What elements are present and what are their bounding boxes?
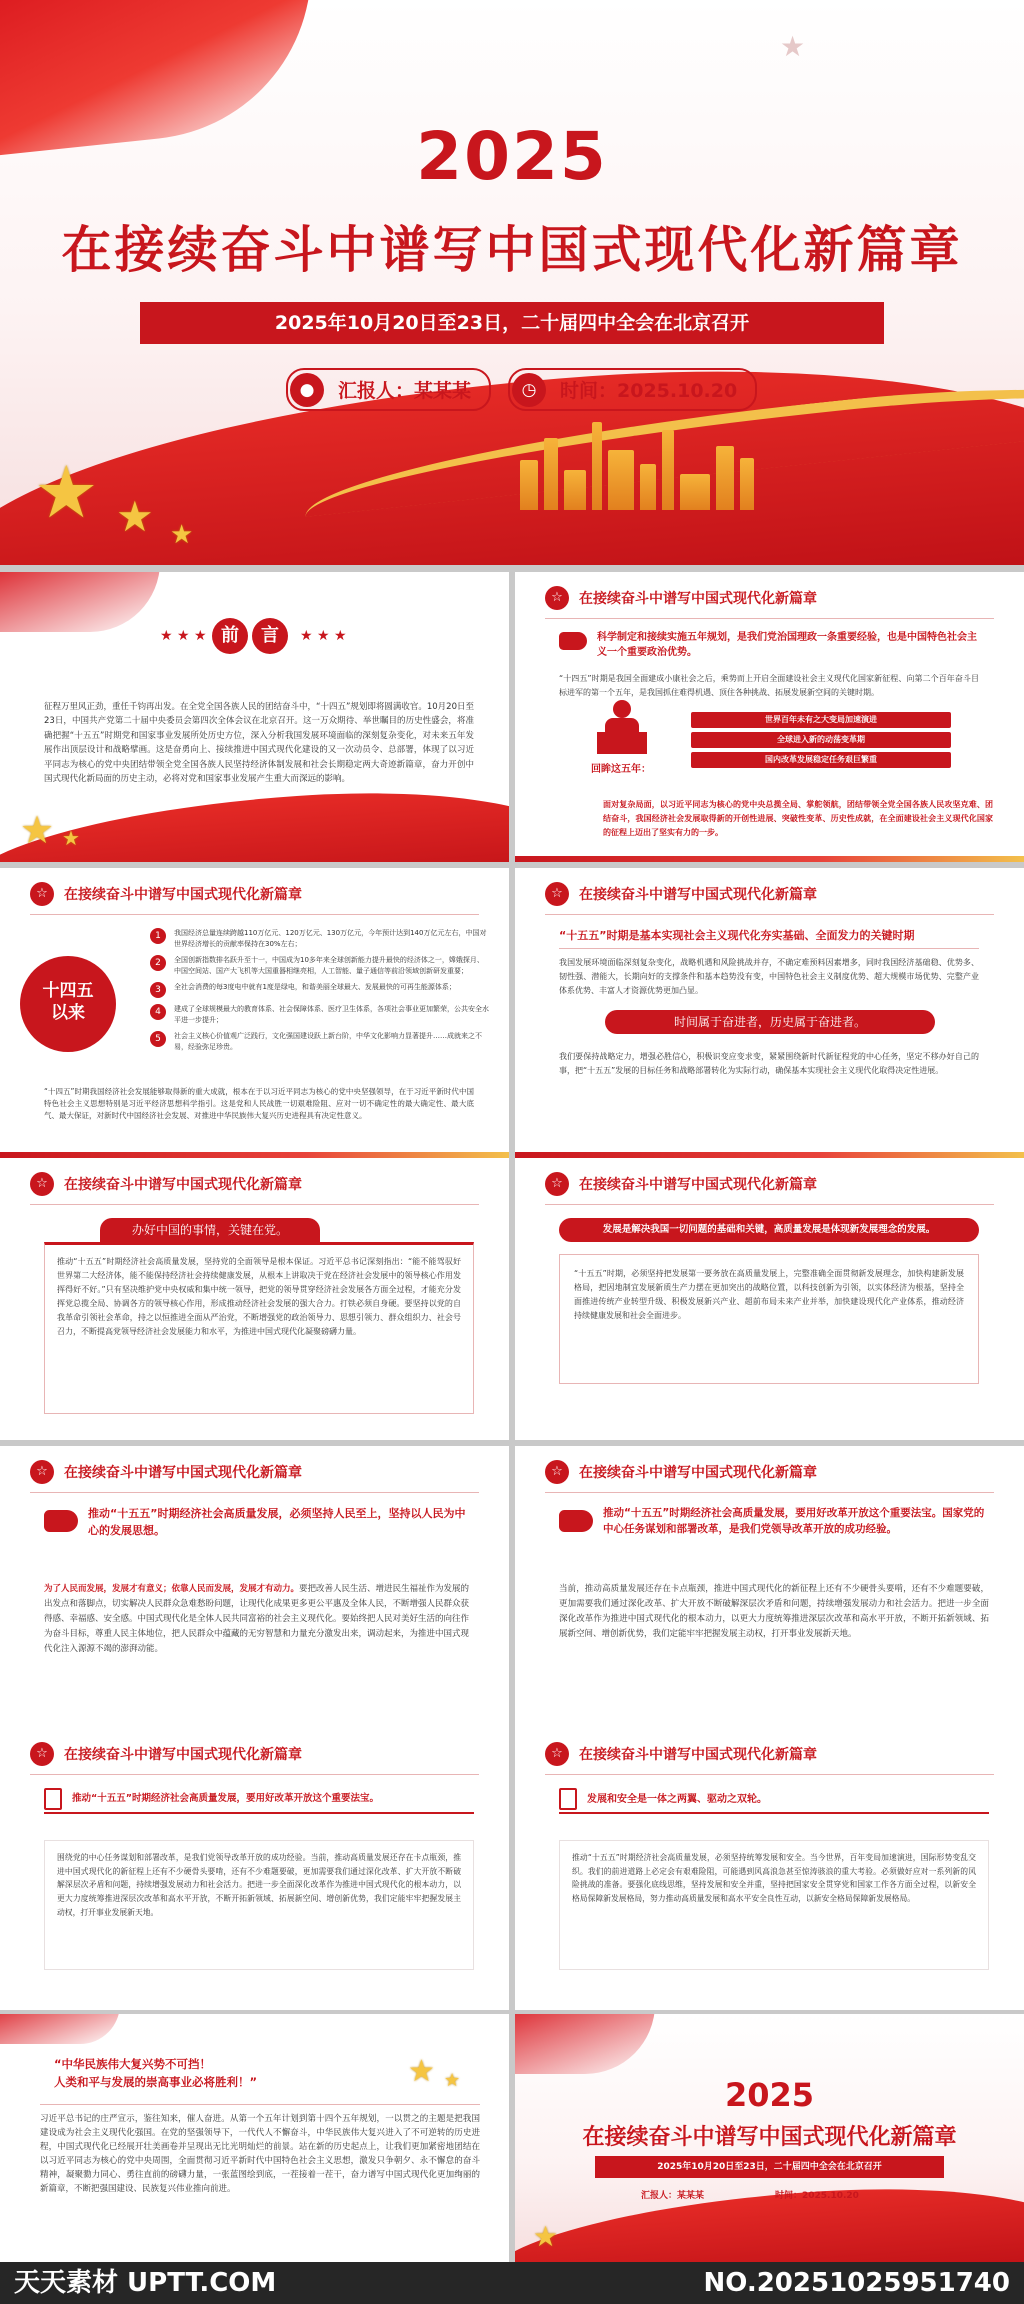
list-text: 我国经济总量连续跨越110万亿元、120万亿元、130万亿元，今年预计达到140万亿元左右，中国对世界经济增长的贡献率保持在30%左右； bbox=[174, 929, 487, 948]
action-text: 我们要保持战略定力，增强必胜信心，积极识变应变求变，紧紧围绕新时代新征程党的中心任务，坚定不移办好自己的事，把“十五五”发展的目标任务和战略部署转化为实际行动，确保基本实现社会主义现代化取得决定性进展。 bbox=[559, 1052, 979, 1075]
cover-slide bbox=[0, 0, 1024, 565]
list-text: 建成了全球规模最大的教育体系、社会保障体系、医疗卫生体系，各项社会事业更加繁荣，公共安全水平进一步提升； bbox=[174, 1005, 489, 1024]
list-item bbox=[150, 1031, 490, 1052]
slide-header-title: 在接续奋斗中谱写中国式现代化新篇章 bbox=[579, 1747, 817, 1763]
headline-block bbox=[559, 1506, 989, 1538]
time-info bbox=[512, 368, 757, 411]
header-divider bbox=[545, 914, 994, 915]
headline-text: 推动“十五五”时期经济社会高质量发展，要用好改革开放这个重要法宝。国家党的中心任务谋划和部署改革，是我们党领导改革开放的成功经验。 bbox=[603, 1507, 985, 1535]
document-icon bbox=[44, 1788, 62, 1810]
list-number: 4 bbox=[150, 1004, 166, 1020]
header-divider bbox=[545, 1774, 994, 1775]
slide-header bbox=[515, 1728, 1024, 1780]
achievements-list bbox=[150, 928, 490, 1052]
section-tab: 办好中国的事情，关键在党。 bbox=[100, 1218, 320, 1242]
party-emblem-icon: ☆ bbox=[545, 1460, 569, 1484]
red-flag-decoration bbox=[0, 2014, 120, 2044]
list-text: 社会主义核心价值观广泛践行，文化强国建设跃上新台阶，中华文化影响力显著提升……成就来之不易，经验弥足珍贵。 bbox=[174, 1032, 482, 1051]
party-emblem-icon: ☆ bbox=[545, 882, 569, 906]
watermark-site: 天天素材 UPTT.COM bbox=[14, 2268, 277, 2298]
star-icon: ★ bbox=[34, 450, 99, 534]
header-divider bbox=[545, 618, 994, 619]
list-text: 全国创新指数排名跃升至十一，中国成为10多年来全球创新能力提升最快的经济体之一，嫦娥探月、中国空间站、国产大飞机等大国重器相继亮相，人工智能、量子通信等前沿领域创新研发重要； bbox=[174, 956, 484, 975]
high-quality-development-slide bbox=[515, 1158, 1024, 1440]
watermark-footer bbox=[0, 2262, 1024, 2304]
preface-text: 征程万里风正劲，重任千钧再出发。在全党全国各族人民的团结奋斗中，“十四五”规划即将圆满收官。10月20日至23日，中国共产党第二十届中央委员会第四次全体会议在北京召开。这一万众期待、举世瞩目的历史性盛会，将准确把握“十五五”时期党和国家事业发展所处历史方位，深入分析我国发展环境面临的深刻复杂变化，对未来五年发展作出顶层设计和战略擘画。这是奋勇向上、接续推进中国式现代化建设的又一次动员令、总部署，体现了以习近平同志为核心的党中央团结带领全党全国各族人民坚持经济体制发展和社会长期稳定两大奇迹新篇章，奋力开创中国式现代化新局面的历史主动，必将对党和国家事业发展产生重大而深远的影响。 bbox=[44, 702, 474, 785]
slide-header-title: 在接续奋斗中谱写中国式现代化新篇章 bbox=[64, 1177, 302, 1193]
slide-header bbox=[515, 572, 1024, 624]
bottom-ribbon-decoration bbox=[515, 856, 1024, 862]
divider bbox=[559, 1812, 989, 1814]
statement-bar: 发展是解决我国一切问题的基础和关键，高质量发展是体现新发展理念的发展。 bbox=[559, 1218, 979, 1242]
party-emblem-icon: ☆ bbox=[30, 1172, 54, 1196]
quote-line: 人类和平与发展的崇高事业必将胜利！” bbox=[54, 2075, 258, 2089]
speaker-podium-icon bbox=[593, 700, 653, 754]
star-icon: ★ bbox=[780, 30, 806, 63]
quote-line: “中华民族伟大复兴势不可挡！ bbox=[54, 2057, 212, 2071]
reporter-label: 汇报人：某某某 bbox=[286, 368, 491, 411]
people-text-block bbox=[44, 1582, 474, 1656]
watermark-number: NO.20251025951740 bbox=[703, 2268, 1010, 2298]
header-divider bbox=[30, 1492, 479, 1493]
fourteenth-plan-circle bbox=[20, 956, 116, 1052]
list-number: 5 bbox=[150, 1031, 166, 1047]
star-icon: ★ bbox=[444, 2070, 461, 2091]
review-slide bbox=[515, 572, 1024, 862]
closing-cover-slide bbox=[515, 2014, 1024, 2262]
slide-header bbox=[0, 1446, 509, 1498]
reform-tool-slide bbox=[0, 1728, 509, 2010]
star-row-decoration: ★ ★ ★ bbox=[160, 628, 207, 644]
lead-sentence: 为了人民而发展，发展才有意义；依靠人民而发展，发展才有动力。 bbox=[44, 1584, 300, 1594]
star-icon: ★ bbox=[20, 808, 55, 852]
headline-block bbox=[559, 630, 979, 660]
headline-block bbox=[559, 1788, 989, 1810]
star-icon: ★ bbox=[116, 492, 154, 541]
header-divider bbox=[30, 1204, 479, 1205]
clock-icon: ◷ bbox=[512, 373, 546, 407]
party-emblem-icon: ☆ bbox=[545, 586, 569, 610]
people-text: 要把改善人民生活、增进民生福祉作为发展的出发点和落脚点，切实解决人民群众急难愁盼问题，让现代化成果更多更公平惠及全体人民，不断增强人民群众获得感、幸福感、安全感。中国式现代化是全体人民共同富裕的社会主义现代化。要始终把人民对美好生活的向往作为奋斗目标，尊重人民主体地位，把人民群众中蕴藏的无穷智慧和力量充分激发出来，调动起来，为推进中国式现代化注入源源不竭的澎湃动能。 bbox=[44, 1584, 470, 1654]
slide-header bbox=[0, 1158, 509, 1210]
fist-icon bbox=[559, 632, 587, 650]
fifteenth-plan-slide bbox=[515, 868, 1024, 1158]
headline-text: “十五五”时期是基本实现社会主义现代化夯实基础、全面发力的关键时期 bbox=[559, 929, 915, 942]
slide-header bbox=[0, 868, 509, 920]
security-text: 推动“十五五”时期经济社会高质量发展，必须坚持统筹发展和安全。当今世界，百年变局加速演进，国际形势变乱交织。我们的前进道路上必定会有艰难险阻，可能遇到风高浪急甚至惊涛骇浪的重大考验。必须做好应对一系列新的风险挑战的准备。要强化底线思维，坚持发展和安全并重，坚持把国家安全贯穿党和国家工作各方面全过程，以新安全格局保障新发展格局，努力推动高质量发展和高水平安全良性互动，以新安全格局保障新发展格局。 bbox=[559, 1840, 989, 1970]
closing-subtitle-bar: 2025年10月20日至23日，二十届四中全会在北京召开 bbox=[595, 2156, 944, 2178]
list-item bbox=[150, 955, 490, 976]
header-divider bbox=[545, 1204, 994, 1205]
party-emblem-icon: ☆ bbox=[545, 1172, 569, 1196]
closing-reporter: 汇报人：某某某 bbox=[641, 2191, 705, 2201]
red-flag-decoration bbox=[515, 2014, 655, 2074]
circle-line: 十四五 bbox=[42, 981, 94, 1001]
divider bbox=[559, 948, 979, 949]
time-label: 时间：2025.10.20 bbox=[508, 368, 757, 411]
headline-block bbox=[44, 1788, 474, 1810]
red-wave-decoration bbox=[515, 2173, 1024, 2262]
environment-text: 我国发展环境面临深刻复杂变化，战略机遇和风险挑战并存，不确定难预料因素增多，同时我国经济基础稳、优势多、韧性强、潜能大，长期向好的支撑条件和基本趋势没有变，中国特色社会主义制度优势、超大规模市场优势、完整产业体系优势、丰富人才资源优势更加凸显。 bbox=[559, 958, 979, 995]
slogan-bar: 时间属于奋进者，历史属于奋进者。 bbox=[605, 1010, 935, 1034]
headline-text: 推动“十五五”时期经济社会高质量发展，必须坚持人民至上，坚持以人民为中心的发展思想。 bbox=[88, 1507, 466, 1537]
list-number: 1 bbox=[150, 928, 166, 944]
divider bbox=[44, 1812, 474, 1814]
list-item bbox=[150, 982, 490, 998]
development-security-slide bbox=[515, 1728, 1024, 2010]
reporter-info bbox=[290, 368, 491, 411]
preface-badge-char: 言 bbox=[252, 618, 288, 654]
slide-header-title: 在接续奋斗中谱写中国式现代化新篇章 bbox=[579, 591, 817, 607]
star-icon: ★ bbox=[533, 2220, 559, 2253]
star-icon: ★ bbox=[170, 520, 194, 550]
party-emblem-icon: ☆ bbox=[30, 1460, 54, 1484]
closing-title: 在接续奋斗中谱写中国式现代化新篇章 bbox=[582, 2125, 957, 2150]
cover-subtitle-bar: 2025年10月20日至23日，二十届四中全会在北京召开 bbox=[140, 302, 884, 344]
slide-header bbox=[0, 1728, 509, 1780]
party-emblem-icon: ☆ bbox=[30, 1742, 54, 1766]
reform-slide bbox=[515, 1446, 1024, 1728]
star-row-decoration: ★ ★ ★ bbox=[300, 628, 347, 644]
development-text: “十五五”时期，必须坚持把发展第一要务放在高质量发展上，完整准确全面贯彻新发展理念，加快构建新发展格局，把因地制宜发展新质生产力摆在更加突出的战略位置，以科技创新为引领，以实体经济为根基，坚持全面推进传统产业转型升级、积极发展新兴产业、超前布局未来产业并举，加快建设现代化产业体系，推动经济持续健康发展和社会全面进步。 bbox=[559, 1254, 979, 1384]
slide-header bbox=[515, 868, 1024, 920]
leadership-text: 推动“十五五”时期经济社会高质量发展，坚持党的全面领导是根本保证。习近平总书记深刻指出：“能不能驾驭好世界第二大经济体，能不能保持经济社会持续健康发展，从根本上讲取决于党在经济社会发展中的领导核心作用发挥得好不好。”只有坚决维护党中央权威和集中统一领导，把党的领导贯穿经济社会发展各方面全过程，才能充分发挥党总揽全局、协调各方的领导核心作用，形成推动经济社会发展的强大合力。打铁必须自身硬。要坚持以党的自我革命引领社会革命，持之以恒推进全面从严治党，不断增强党的政治领导力、思想引领力、群众组织力、社会号召力，不断提高党领导经济社会发展能力和水平，为推进中国式现代化凝聚磅礴力量。 bbox=[44, 1242, 474, 1414]
slide-header-title: 在接续奋斗中谱写中国式现代化新篇章 bbox=[64, 1747, 302, 1763]
slide-header bbox=[515, 1158, 1024, 1210]
header-divider bbox=[30, 914, 479, 915]
list-item bbox=[150, 1004, 490, 1025]
list-text: 全社会消费的每3度电中就有1度是绿电，和谐美丽全球最大、发展最快的可再生能源体系； bbox=[174, 983, 456, 991]
party-emblem-icon: ☆ bbox=[545, 1742, 569, 1766]
slide-header-title: 在接续奋斗中谱写中国式现代化新篇章 bbox=[579, 1177, 817, 1193]
header-divider bbox=[30, 1774, 479, 1775]
star-icon: ★ bbox=[62, 826, 80, 850]
people-centered-slide bbox=[0, 1446, 509, 1728]
slide-header bbox=[515, 1446, 1024, 1498]
achievements-slide bbox=[0, 868, 509, 1158]
cover-title: 在接续奋斗中谱写中国式现代化新篇章 bbox=[61, 221, 963, 279]
closing-year: 2025 bbox=[724, 2076, 815, 2114]
review-pill: 全球进入新的动荡变革期 bbox=[691, 732, 951, 748]
preface-badge-char: 前 bbox=[212, 618, 248, 654]
party-leadership-slide bbox=[0, 1158, 509, 1440]
intro-text: “十四五”时期是我国全面建成小康社会之后，乘势而上开启全面建设社会主义现代化国家新征程、向第二个百年奋斗目标进军的第一个五年，是我国抓住难得机遇、顶住各种挑战、拓展发展新空间的关键时期。 bbox=[559, 674, 979, 697]
slide-header-title: 在接续奋斗中谱写中国式现代化新篇章 bbox=[579, 1465, 817, 1481]
party-emblem-icon: ☆ bbox=[30, 882, 54, 906]
review-pill: 世界百年未有之大变局加速演进 bbox=[691, 712, 951, 728]
fist-icon bbox=[44, 1510, 78, 1532]
reform-tool-text: 围绕党的中心任务谋划和部署改革，是我们党领导改革开放的成功经验。当前，推动高质量发展还存在卡点瓶颈，推进中国式现代化的新征程上还有不少硬骨头要啃，还有不少难题要破，更加需要我们通过深化改革、扩大开放不断破解深层次矛盾和问题，持续增强发展动力和社会活力。把进一步全面深化改革作为推进中国式现代化的根本动力，以更大力度统筹推进深层次改革和高水平开放，不断开拓新领域、拓展新空间、增创新优势，我们定能牢牢把握发展主动权，打开事业发展新天地。 bbox=[44, 1840, 474, 1970]
list-number: 2 bbox=[150, 955, 166, 971]
slide-header-title: 在接续奋斗中谱写中国式现代化新篇章 bbox=[64, 887, 302, 903]
closing-quote-slide bbox=[0, 2014, 509, 2262]
headline-text: 推动“十五五”时期经济社会高质量发展，要用好改革开放这个重要法宝。 bbox=[72, 1792, 379, 1804]
closing-time: 时间：2025.10.20 bbox=[775, 2191, 859, 2201]
summary-text: 面对复杂局面，以习近平同志为核心的党中央总揽全局、掌舵领航，团结带领全党全国各族人民攻坚克难、团结奋斗，我国经济社会发展取得新的开创性进展、突破性变革、历史性成就，在全面建设社会主义现代化国家的征程上迈出了坚实有力的一步。 bbox=[603, 800, 993, 837]
preface-slide bbox=[0, 572, 509, 862]
cover-year: 2025 bbox=[416, 118, 608, 195]
headline-text: 科学制定和接续实施五年规划，是我们党治国理政一条重要经验，也是中国特色社会主义一个重要政治优势。 bbox=[597, 632, 977, 658]
slide-header-title: 在接续奋斗中谱写中国式现代化新篇章 bbox=[64, 1465, 302, 1481]
reform-text: 当前，推动高质量发展还存在卡点瓶颈，推进中国式现代化的新征程上还有不少硬骨头要啃，还有不少难题要破，更加需要我们通过深化改革、扩大开放不断破解深层次矛盾和问题，持续增强发展动力和社会活力。把进一步全面深化改革作为推进中国式现代化的根本动力，以更大力度统筹推进深层次改革和高水平开放，不断开拓新领域、拓展新空间、增创新优势，我们定能牢牢把握发展主动权，打开事业发展新天地。 bbox=[559, 1584, 989, 1639]
slide-header-title: 在接续奋斗中谱写中国式现代化新篇章 bbox=[579, 887, 817, 903]
circle-line: 以来 bbox=[51, 1003, 85, 1024]
conclusion-text: “十四五”时期我国经济社会发展能够取得新的重大成就，根本在于以习近平同志为核心的党中央坚强领导，在于习近平新时代中国特色社会主义思想特别是习近平经济思想科学指引。这是党和人民战胜一切艰难险阻、应对一切不确定性的最大确定性、最大底气、最大保证，对新时代中国经济社会发展、对推进中华民族伟大复兴历史进程具有决定性意义。 bbox=[44, 1087, 474, 1120]
document-icon bbox=[559, 1788, 577, 1810]
review-label: 回眸这五年： bbox=[591, 764, 651, 775]
list-item bbox=[150, 928, 490, 949]
star-icon: ★ bbox=[408, 2054, 435, 2089]
headline-text: 发展和安全是一体之两翼、驱动之双轮。 bbox=[587, 1793, 767, 1805]
person-icon: ● bbox=[290, 373, 324, 407]
fist-icon bbox=[559, 1510, 593, 1532]
header-divider bbox=[545, 1492, 994, 1493]
headline-block bbox=[44, 1506, 474, 1539]
review-pill: 国内改革发展稳定任务艰巨繁重 bbox=[691, 752, 951, 768]
list-number: 3 bbox=[150, 982, 166, 998]
divider bbox=[40, 2104, 480, 2105]
red-flag-decoration bbox=[0, 572, 160, 632]
city-skyline-illustration bbox=[520, 420, 820, 510]
closing-text: 习近平总书记的庄严宣示，鉴往知来，催人奋进。从第一个五年计划到第十四个五年规划，一以贯之的主题是把我国建设成为社会主义现代化强国。在党的坚强领导下，一代代人不懈奋斗，中华民族伟大复兴进入了不可逆转的历史进程，中国式现代化已经展开壮美画卷并呈现出无比光明灿烂的前景。站在新的历史起点上，让我们更加紧密地团结在以习近平同志为核心的党中央周围，全面贯彻习近平新时代中国特色社会主义思想，激发只争朝夕、永不懈怠的奋斗精神，凝聚勠力同心、勇往直前的磅礴力量，一张蓝图绘到底，一茬接着一茬干，奋力谱写中国式现代化更加绚丽的新篇章，不断把强国建设、民族复兴伟业推向前进。 bbox=[40, 2114, 480, 2195]
